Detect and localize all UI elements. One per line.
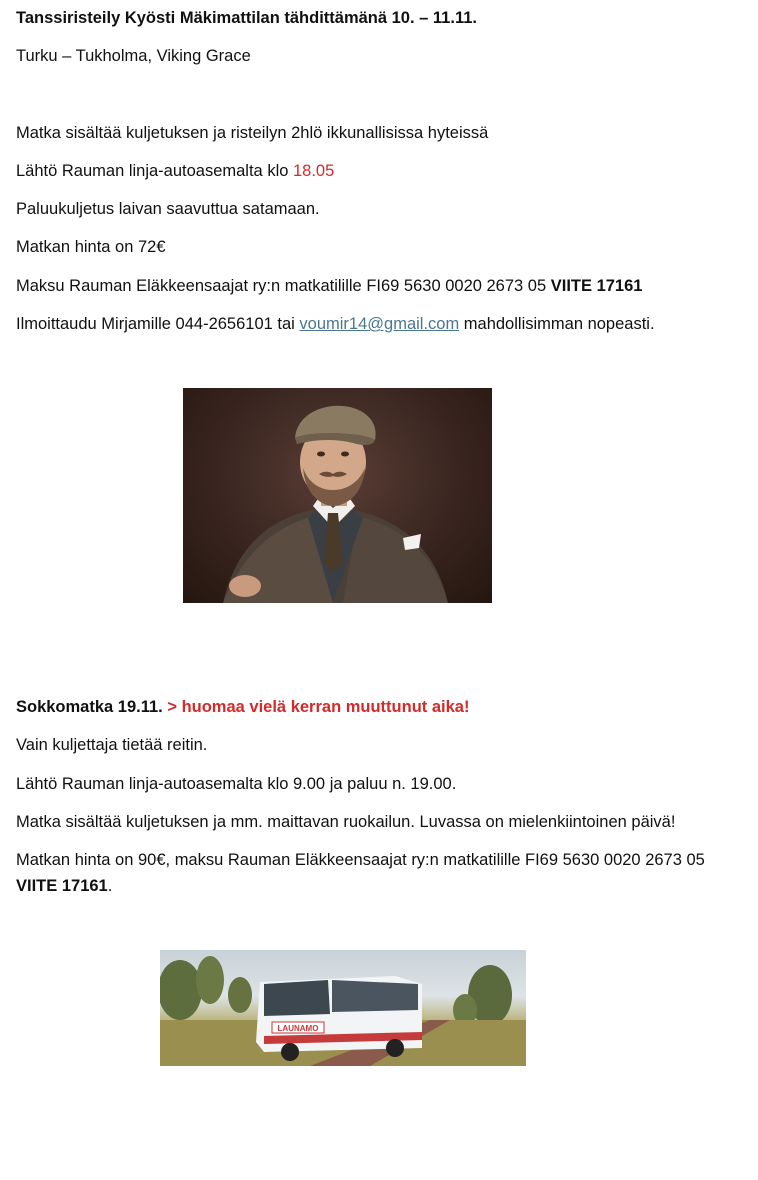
mystery-trip-reference-end: . <box>107 877 113 895</box>
mystery-trip-includes: Matka sisältää kuljetuksen ja mm. maittavan ruokailun. Luvassa on mielenkiintoinen päivä! <box>16 813 676 831</box>
artist-photo <box>183 388 492 603</box>
mystery-trip-price: Matkan hinta on 90€, maksu Rauman Eläkkeensaajat ry:n matkatilille FI69 5630 0020 2673 05 <box>16 851 705 869</box>
mystery-trip-time-note: > huomaa vielä kerran muuttunut aika! <box>162 698 470 716</box>
cruise-route: Turku – Tukholma, Viking Grace <box>16 47 251 65</box>
mystery-trip-reference-code: VIITE 17161 <box>16 877 108 895</box>
cruise-title: Tanssiristeily Kyösti Mäkimattilan tähdittämänä 10. – 11.11. <box>16 9 477 27</box>
bus-logo-text: LAUNAMO <box>277 1024 319 1033</box>
artist-portrait-image <box>183 388 492 603</box>
mystery-trip-driver: Vain kuljettaja tietää reitin. <box>16 736 208 754</box>
email-link[interactable]: voumir14@gmail.com <box>299 315 460 333</box>
cruise-departure <box>16 160 334 182</box>
cruise-payment <box>16 275 642 297</box>
cruise-signup-prefix: Ilmoittaudu Mirjamille 044-2656101 tai <box>16 315 300 333</box>
cruise-departure-time: 18.05 <box>293 162 335 180</box>
mystery-trip-title-text: Sokkomatka 19.11. <box>16 698 163 716</box>
mystery-trip-departure: Lähtö Rauman linja-autoasemalta klo 9.00 ja paluu n. 19.00. <box>16 775 457 793</box>
mystery-trip-title <box>16 696 469 718</box>
cruise-payment-text: Maksu Rauman Eläkkeensaajat ry:n matkatilille FI69 5630 0020 2673 05 <box>16 277 551 295</box>
cruise-price: Matkan hinta on 72€ <box>16 238 166 256</box>
mystery-trip-reference <box>16 875 112 897</box>
bus-image <box>160 950 526 1066</box>
cruise-departure-prefix: Lähtö Rauman linja-autoasemalta klo <box>16 162 293 180</box>
cruise-return: Paluukuljetus laivan saavuttua satamaan. <box>16 200 320 218</box>
cruise-signup <box>16 313 655 335</box>
cruise-includes: Matka sisältää kuljetuksen ja risteilyn 2hlö ikkunallisissa hyteissä <box>16 124 489 142</box>
cruise-signup-suffix: mahdollisimman nopeasti. <box>459 315 655 333</box>
bus-photo <box>160 950 526 1066</box>
cruise-payment-reference: VIITE 17161 <box>550 277 643 295</box>
